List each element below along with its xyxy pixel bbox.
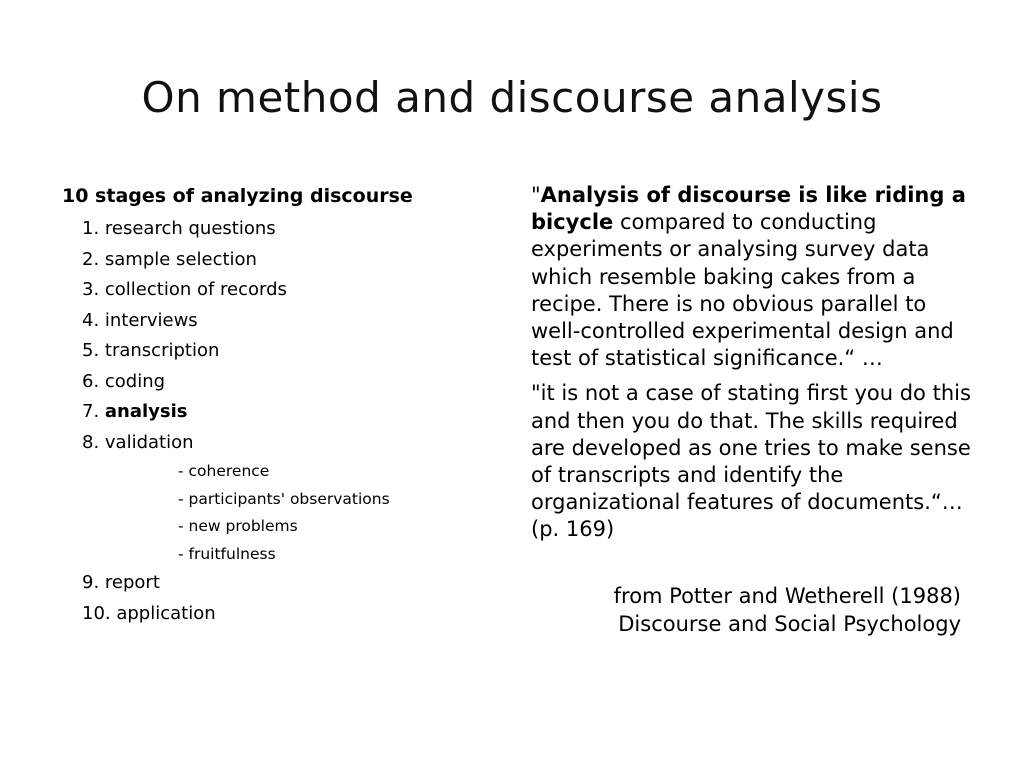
validation-sublist	[62, 458, 482, 568]
quote-bicycle	[531, 182, 971, 372]
stage-item-analysis	[62, 397, 482, 428]
citation-authors: from Potter and Wetherell (1988)	[613, 583, 961, 608]
stage-item: 3. collection of records	[82, 279, 287, 300]
quote-bold-phrase: Analysis of discourse is like riding a bicycle	[531, 183, 966, 235]
stage-item: 2. sample selection	[82, 248, 257, 270]
stage-item: 9. report	[82, 572, 160, 593]
stage-item: 10. application	[82, 602, 216, 624]
stage-item: 4. interviews	[82, 309, 198, 331]
stage-item: 6. coding	[82, 370, 166, 392]
citation-book: Discourse and Social Psychology	[618, 611, 961, 636]
validation-sublist-wrap	[62, 458, 482, 568]
stage-number: 7.	[82, 401, 105, 422]
validation-sub-item: - new problems	[178, 517, 298, 535]
quote-column	[531, 182, 971, 638]
stage-label-analysis: analysis	[104, 401, 188, 422]
citation	[531, 582, 971, 638]
stages-list	[62, 214, 482, 629]
stage-item: 1. research questions	[82, 218, 276, 239]
validation-sub-item: - participants' observations	[178, 489, 390, 508]
quote-rest: compared to conducting experiments or analysing survey data which resemble baking cakes from a recipe. There is no obvious parallel to well-controlled experimental design and test of statistical significance.“ …	[531, 210, 954, 371]
quote-skills: "it is not a case of stating first you do this and then you do that. The skills required are developed as one tries to make sense of transcripts and identify the organizational features of documents.“…(p. 169)	[531, 381, 971, 542]
slide-title: On method and discourse analysis	[141, 73, 883, 122]
stage-item-validation: 8. validation	[82, 431, 194, 453]
stages-column	[62, 182, 482, 629]
validation-sub-item: - coherence	[178, 462, 270, 480]
validation-sub-item: - fruitfulness	[178, 544, 276, 563]
quote-open-mark: "	[531, 183, 541, 207]
stage-item: 5. transcription	[82, 340, 220, 361]
stages-heading: 10 stages of analyzing discourse	[62, 185, 413, 207]
